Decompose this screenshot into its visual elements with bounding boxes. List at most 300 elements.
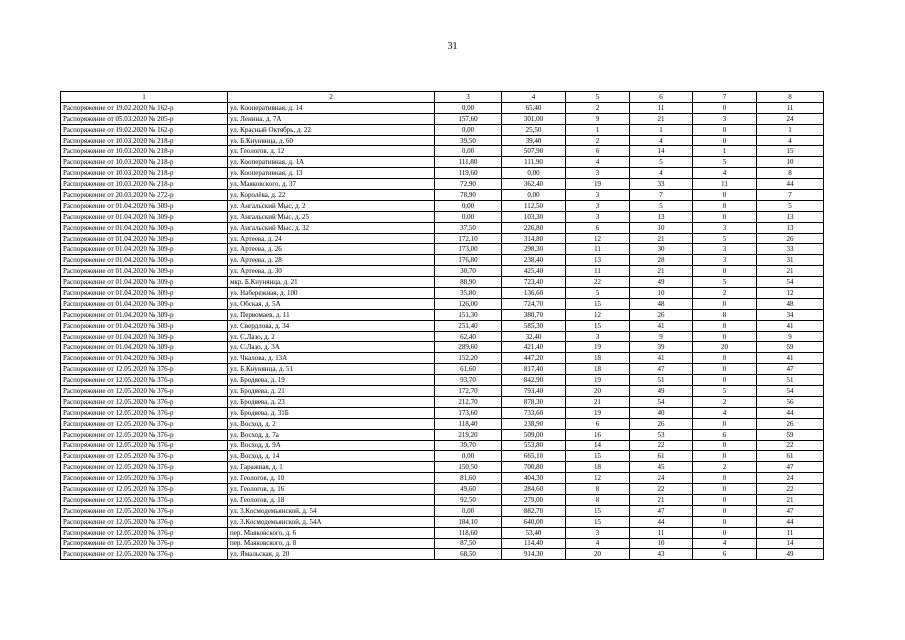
- value-cell: 0: [693, 484, 757, 495]
- column-header: 1: [61, 92, 228, 103]
- value-cell: 298,30: [502, 244, 566, 255]
- document-cell: Распоряжение от 01.04.2020 № 309-р: [61, 298, 228, 309]
- value-cell: 118,60: [435, 527, 502, 538]
- value-cell: 0: [693, 418, 757, 429]
- value-cell: 48: [630, 298, 693, 309]
- value-cell: 103,30: [502, 211, 566, 222]
- value-cell: 49: [757, 549, 824, 560]
- table-row: [61, 331, 824, 342]
- value-cell: 0,00: [435, 505, 502, 516]
- address-cell: ул. С.Лазо, д. 3А: [228, 342, 435, 353]
- value-cell: 19: [566, 375, 630, 386]
- column-header: 2: [228, 92, 435, 103]
- table-row: [61, 255, 824, 266]
- value-cell: 5: [693, 277, 757, 288]
- value-cell: 59: [757, 429, 824, 440]
- document-cell: Распоряжение от 01.04.2020 № 309-р: [61, 342, 228, 353]
- value-cell: 24: [757, 113, 824, 124]
- document-cell: Распоряжение от 12.05.2020 № 376-р: [61, 440, 228, 451]
- value-cell: 6: [566, 222, 630, 233]
- document-cell: Распоряжение от 12.05.2020 № 376-р: [61, 473, 228, 484]
- table-row: [61, 418, 824, 429]
- value-cell: 15: [566, 505, 630, 516]
- value-cell: 47: [757, 505, 824, 516]
- value-cell: 279,00: [502, 494, 566, 505]
- value-cell: 68,50: [435, 549, 502, 560]
- document-cell: Распоряжение от 12.05.2020 № 376-р: [61, 407, 228, 418]
- value-cell: 5: [566, 288, 630, 299]
- value-cell: 44: [757, 407, 824, 418]
- value-cell: 21: [757, 494, 824, 505]
- value-cell: 0,00: [435, 200, 502, 211]
- address-cell: ул. Геологов, д. 18: [228, 494, 435, 505]
- document-cell: Распоряжение от 01.04.2020 № 309-р: [61, 211, 228, 222]
- table-row: [61, 440, 824, 451]
- table-row: [61, 407, 824, 418]
- address-cell: ул. 3.Космодемьянской, д. 54: [228, 505, 435, 516]
- value-cell: 30: [630, 244, 693, 255]
- value-cell: 0,00: [435, 146, 502, 157]
- value-cell: 81,60: [435, 473, 502, 484]
- value-cell: 1: [566, 124, 630, 135]
- value-cell: 238,90: [502, 418, 566, 429]
- value-cell: 30,70: [435, 266, 502, 277]
- value-cell: 665,10: [502, 451, 566, 462]
- address-cell: ул. Артеева, д. 30: [228, 266, 435, 277]
- document-cell: Распоряжение от 10.03.2020 № 218-р: [61, 146, 228, 157]
- address-cell: пер. Маяковского, д. 8: [228, 538, 435, 549]
- value-cell: 59: [757, 342, 824, 353]
- table-row: [61, 135, 824, 146]
- table-row: [61, 146, 824, 157]
- document-cell: Распоряжение от 12.05.2020 № 376-р: [61, 462, 228, 473]
- value-cell: 251,40: [435, 320, 502, 331]
- document-cell: Распоряжение от 19.02.2020 № 162-р: [61, 102, 228, 113]
- address-cell: ул. Бродяева, д. 31Б: [228, 407, 435, 418]
- value-cell: 301,00: [502, 113, 566, 124]
- document-cell: Распоряжение от 01.04.2020 № 309-р: [61, 288, 228, 299]
- address-cell: ул. Бродяева, д. 21: [228, 386, 435, 397]
- value-cell: 1: [630, 124, 693, 135]
- value-cell: 54: [757, 277, 824, 288]
- document-cell: Распоряжение от 12.05.2020 № 376-р: [61, 505, 228, 516]
- value-cell: 0: [693, 320, 757, 331]
- value-cell: 39: [630, 342, 693, 353]
- address-cell: ул. Геологов, д. 10: [228, 473, 435, 484]
- value-cell: 3: [693, 244, 757, 255]
- table-row: [61, 309, 824, 320]
- document-cell: Распоряжение от 12.05.2020 № 376-р: [61, 451, 228, 462]
- table-row: [61, 168, 824, 179]
- address-cell: ул. Кооперативная, д. 1А: [228, 157, 435, 168]
- value-cell: 882,70: [502, 505, 566, 516]
- value-cell: 0,00: [435, 124, 502, 135]
- value-cell: 41: [630, 353, 693, 364]
- value-cell: 39,70: [435, 440, 502, 451]
- value-cell: 8: [566, 484, 630, 495]
- value-cell: 700,80: [502, 462, 566, 473]
- address-cell: ул. Ленина, д. 7А: [228, 113, 435, 124]
- value-cell: 184,10: [435, 516, 502, 527]
- document-cell: Распоряжение от 12.05.2020 № 376-р: [61, 484, 228, 495]
- value-cell: 18: [566, 462, 630, 473]
- value-cell: 118,40: [435, 418, 502, 429]
- table-row: [61, 386, 824, 397]
- value-cell: 447,20: [502, 353, 566, 364]
- value-cell: 61,60: [435, 364, 502, 375]
- table-row: [61, 494, 824, 505]
- value-cell: 24: [757, 473, 824, 484]
- table-row: [61, 157, 824, 168]
- column-header: 5: [566, 92, 630, 103]
- address-cell: ул. Бродяева, д. 23: [228, 396, 435, 407]
- value-cell: 15: [566, 298, 630, 309]
- value-cell: 40: [630, 407, 693, 418]
- value-cell: 114,40: [502, 538, 566, 549]
- table-row: [61, 266, 824, 277]
- value-cell: 44: [757, 516, 824, 527]
- value-cell: 0: [693, 375, 757, 386]
- value-cell: 724,70: [502, 298, 566, 309]
- value-cell: 33: [757, 244, 824, 255]
- value-cell: 12: [757, 288, 824, 299]
- address-cell: ул. Гаражная, д. 1: [228, 462, 435, 473]
- address-cell: ул. Артеева, д. 28: [228, 255, 435, 266]
- value-cell: 0: [693, 124, 757, 135]
- document-cell: Распоряжение от 10.03.2020 № 218-р: [61, 157, 228, 168]
- value-cell: 8: [566, 494, 630, 505]
- value-cell: 49,60: [435, 484, 502, 495]
- value-cell: 0: [693, 451, 757, 462]
- value-cell: 553,80: [502, 440, 566, 451]
- value-cell: 0: [693, 516, 757, 527]
- table-row: [61, 342, 824, 353]
- value-cell: 6: [693, 549, 757, 560]
- value-cell: 19: [566, 342, 630, 353]
- address-cell: ул. Б.Кнунянца, д. 51: [228, 364, 435, 375]
- table-row: [61, 473, 824, 484]
- value-cell: 44: [630, 516, 693, 527]
- address-cell: ул. Бродяева, д. 19: [228, 375, 435, 386]
- value-cell: 5: [693, 233, 757, 244]
- value-cell: 2: [693, 462, 757, 473]
- value-cell: 136,60: [502, 288, 566, 299]
- document-cell: Распоряжение от 12.05.2020 № 376-р: [61, 549, 228, 560]
- value-cell: 18: [566, 353, 630, 364]
- value-cell: 0: [693, 102, 757, 113]
- value-cell: 61: [630, 451, 693, 462]
- value-cell: 22: [566, 277, 630, 288]
- value-cell: 62,40: [435, 331, 502, 342]
- value-cell: 8: [757, 168, 824, 179]
- value-cell: 0,00: [502, 190, 566, 201]
- value-cell: 362,40: [502, 179, 566, 190]
- document-cell: Распоряжение от 05.03.2020 № 205-р: [61, 113, 228, 124]
- address-cell: ул. Красный Октябрь, д. 22: [228, 124, 435, 135]
- address-cell: ул. Обская, д. 5А: [228, 298, 435, 309]
- value-cell: 37,50: [435, 222, 502, 233]
- value-cell: 150,50: [435, 462, 502, 473]
- value-cell: 10: [630, 288, 693, 299]
- value-cell: 15: [566, 320, 630, 331]
- table-row: [61, 233, 824, 244]
- value-cell: 176,80: [435, 255, 502, 266]
- document-cell: Распоряжение от 19.02.2020 № 162-р: [61, 124, 228, 135]
- resettlement-table: [60, 91, 824, 560]
- address-cell: ул. Кооперативная, д. 13: [228, 168, 435, 179]
- value-cell: 0: [693, 135, 757, 146]
- value-cell: 56: [757, 396, 824, 407]
- address-cell: ул. С.Лазо, д. 2: [228, 331, 435, 342]
- address-cell: мкр. Б.Кнунянца, д. 21: [228, 277, 435, 288]
- value-cell: 380,70: [502, 309, 566, 320]
- address-cell: ул. Восход, д. 7а: [228, 429, 435, 440]
- table-row: [61, 288, 824, 299]
- table-row: [61, 484, 824, 495]
- value-cell: 4: [693, 407, 757, 418]
- document-cell: Распоряжение от 12.05.2020 № 376-р: [61, 494, 228, 505]
- value-cell: 226,80: [502, 222, 566, 233]
- value-cell: 151,30: [435, 309, 502, 320]
- value-cell: 3: [693, 113, 757, 124]
- address-cell: ул. Геологов, д. 16: [228, 484, 435, 495]
- document-cell: Распоряжение от 10.03.2020 № 218-р: [61, 168, 228, 179]
- value-cell: 20: [693, 342, 757, 353]
- value-cell: 585,30: [502, 320, 566, 331]
- value-cell: 733,60: [502, 407, 566, 418]
- document-cell: Распоряжение от 12.05.2020 № 376-р: [61, 364, 228, 375]
- value-cell: 53: [630, 429, 693, 440]
- value-cell: 152,20: [435, 353, 502, 364]
- value-cell: 878,30: [502, 396, 566, 407]
- value-cell: 22: [630, 484, 693, 495]
- table-row: [61, 277, 824, 288]
- value-cell: 22: [630, 440, 693, 451]
- value-cell: 3: [566, 168, 630, 179]
- value-cell: 0,00: [502, 168, 566, 179]
- value-cell: 20: [566, 386, 630, 397]
- document-cell: Распоряжение от 01.04.2020 № 309-р: [61, 309, 228, 320]
- value-cell: 509,00: [502, 429, 566, 440]
- document-cell: Распоряжение от 12.05.2020 № 376-р: [61, 429, 228, 440]
- table-row: [61, 396, 824, 407]
- table-row: [61, 451, 824, 462]
- value-cell: 88,90: [435, 277, 502, 288]
- address-cell: ул. Первомаев, д. 11: [228, 309, 435, 320]
- document-cell: Распоряжение от 01.04.2020 № 309-р: [61, 331, 228, 342]
- value-cell: 5: [757, 200, 824, 211]
- value-cell: 3: [566, 211, 630, 222]
- value-cell: 21: [630, 494, 693, 505]
- value-cell: 4: [693, 538, 757, 549]
- value-cell: 25,50: [502, 124, 566, 135]
- table-row: [61, 244, 824, 255]
- value-cell: 13: [566, 255, 630, 266]
- value-cell: 12: [566, 473, 630, 484]
- value-cell: 4: [566, 157, 630, 168]
- value-cell: 51: [630, 375, 693, 386]
- value-cell: 15: [566, 516, 630, 527]
- value-cell: 9: [757, 331, 824, 342]
- value-cell: 238,40: [502, 255, 566, 266]
- table-row: [61, 200, 824, 211]
- value-cell: 425,40: [502, 266, 566, 277]
- value-cell: 41: [757, 353, 824, 364]
- document-cell: Распоряжение от 01.04.2020 № 309-р: [61, 244, 228, 255]
- address-cell: ул. Чкалова, д. 13А: [228, 353, 435, 364]
- value-cell: 49: [630, 386, 693, 397]
- value-cell: 2: [566, 135, 630, 146]
- table-row: [61, 505, 824, 516]
- column-header: 7: [693, 92, 757, 103]
- document-cell: Распоряжение от 12.05.2020 № 376-р: [61, 516, 228, 527]
- value-cell: 9: [630, 331, 693, 342]
- value-cell: 72,90: [435, 179, 502, 190]
- value-cell: 0,00: [435, 102, 502, 113]
- table-row: [61, 364, 824, 375]
- value-cell: 3: [566, 331, 630, 342]
- value-cell: 173,00: [435, 244, 502, 255]
- value-cell: 11: [566, 266, 630, 277]
- address-cell: ул. Артеева, д. 26: [228, 244, 435, 255]
- address-cell: ул. Ангальский Мыс, д. 2: [228, 200, 435, 211]
- value-cell: 8: [693, 309, 757, 320]
- document-cell: Распоряжение от 01.04.2020 № 309-р: [61, 255, 228, 266]
- document-cell: Распоряжение от 10.03.2020 № 218-р: [61, 179, 228, 190]
- value-cell: 3: [566, 200, 630, 211]
- value-cell: 173,60: [435, 407, 502, 418]
- value-cell: 54: [630, 396, 693, 407]
- document-cell: Распоряжение от 01.04.2020 № 309-р: [61, 233, 228, 244]
- value-cell: 22: [757, 440, 824, 451]
- address-cell: ул. Восход, д. 9А: [228, 440, 435, 451]
- value-cell: 54: [757, 386, 824, 397]
- table-row: [61, 222, 824, 233]
- value-cell: 0: [693, 505, 757, 516]
- value-cell: 314,80: [502, 233, 566, 244]
- document-cell: Распоряжение от 01.04.2020 № 309-р: [61, 320, 228, 331]
- value-cell: 49: [630, 277, 693, 288]
- value-cell: 3: [693, 255, 757, 266]
- value-cell: 0: [693, 190, 757, 201]
- value-cell: 0: [693, 440, 757, 451]
- value-cell: 7: [757, 190, 824, 201]
- value-cell: 1: [757, 124, 824, 135]
- value-cell: 172,10: [435, 233, 502, 244]
- document-cell: Распоряжение от 20.03.2020 № 272-р: [61, 190, 228, 201]
- value-cell: 11: [757, 102, 824, 113]
- value-cell: 51: [757, 375, 824, 386]
- value-cell: 4: [566, 538, 630, 549]
- document-cell: Распоряжение от 01.04.2020 № 309-р: [61, 266, 228, 277]
- address-cell: ул. 3.Космодемьянской, д. 54А: [228, 516, 435, 527]
- table-row: [61, 320, 824, 331]
- value-cell: 45: [630, 462, 693, 473]
- value-cell: 92,50: [435, 494, 502, 505]
- value-cell: 15: [566, 451, 630, 462]
- address-cell: ул. Кооперативная, д. 14: [228, 102, 435, 113]
- value-cell: 26: [630, 418, 693, 429]
- value-cell: 28: [630, 255, 693, 266]
- value-cell: 87,50: [435, 538, 502, 549]
- address-cell: ул. Свердлова, д. 34: [228, 320, 435, 331]
- value-cell: 19: [566, 179, 630, 190]
- address-cell: ул. Ангальский Мыс, д. 32: [228, 222, 435, 233]
- value-cell: 15: [757, 146, 824, 157]
- value-cell: 21: [566, 396, 630, 407]
- value-cell: 2: [566, 102, 630, 113]
- value-cell: 4: [630, 168, 693, 179]
- value-cell: 284,60: [502, 484, 566, 495]
- value-cell: 5: [693, 157, 757, 168]
- table-row: [61, 462, 824, 473]
- value-cell: 11: [757, 527, 824, 538]
- value-cell: 26: [757, 418, 824, 429]
- value-cell: 212,70: [435, 396, 502, 407]
- document-cell: Распоряжение от 12.05.2020 № 376-р: [61, 375, 228, 386]
- value-cell: 14: [757, 538, 824, 549]
- value-cell: 11: [630, 102, 693, 113]
- value-cell: 41: [757, 320, 824, 331]
- value-cell: 14: [566, 440, 630, 451]
- value-cell: 39,50: [435, 135, 502, 146]
- address-cell: ул. Восход, д. 2: [228, 418, 435, 429]
- table-row: [61, 375, 824, 386]
- value-cell: 219,20: [435, 429, 502, 440]
- value-cell: 0: [693, 494, 757, 505]
- value-cell: 10: [630, 222, 693, 233]
- value-cell: 16: [566, 429, 630, 440]
- table-row: [61, 124, 824, 135]
- table-row: [61, 102, 824, 113]
- value-cell: 93,70: [435, 375, 502, 386]
- value-cell: 41: [630, 320, 693, 331]
- value-cell: 0,00: [435, 211, 502, 222]
- value-cell: 4: [630, 135, 693, 146]
- value-cell: 3: [566, 527, 630, 538]
- address-cell: ул. Набережная, д. 100: [228, 288, 435, 299]
- value-cell: 0: [693, 353, 757, 364]
- value-cell: 11: [630, 527, 693, 538]
- value-cell: 24: [630, 473, 693, 484]
- document-cell: Распоряжение от 01.04.2020 № 309-р: [61, 277, 228, 288]
- column-header: 8: [757, 92, 824, 103]
- table-row: [61, 179, 824, 190]
- value-cell: 26: [630, 309, 693, 320]
- table-body: [61, 102, 824, 559]
- address-cell: ул. Геологов, д. 12: [228, 146, 435, 157]
- value-cell: 7: [630, 190, 693, 201]
- value-cell: 32,40: [502, 331, 566, 342]
- value-cell: 12: [566, 233, 630, 244]
- table-row: [61, 527, 824, 538]
- table-header-row: [61, 92, 824, 103]
- value-cell: 13: [757, 211, 824, 222]
- value-cell: 157,60: [435, 113, 502, 124]
- address-cell: ул. Артеева, д. 24: [228, 233, 435, 244]
- value-cell: 0: [693, 364, 757, 375]
- value-cell: 723,40: [502, 277, 566, 288]
- column-header: 6: [630, 92, 693, 103]
- value-cell: 10: [630, 538, 693, 549]
- document-cell: Распоряжение от 01.04.2020 № 309-р: [61, 200, 228, 211]
- value-cell: 11: [566, 244, 630, 255]
- value-cell: 0: [693, 527, 757, 538]
- value-cell: 35,80: [435, 288, 502, 299]
- table-row: [61, 113, 824, 124]
- value-cell: 34: [757, 309, 824, 320]
- value-cell: 289,60: [435, 342, 502, 353]
